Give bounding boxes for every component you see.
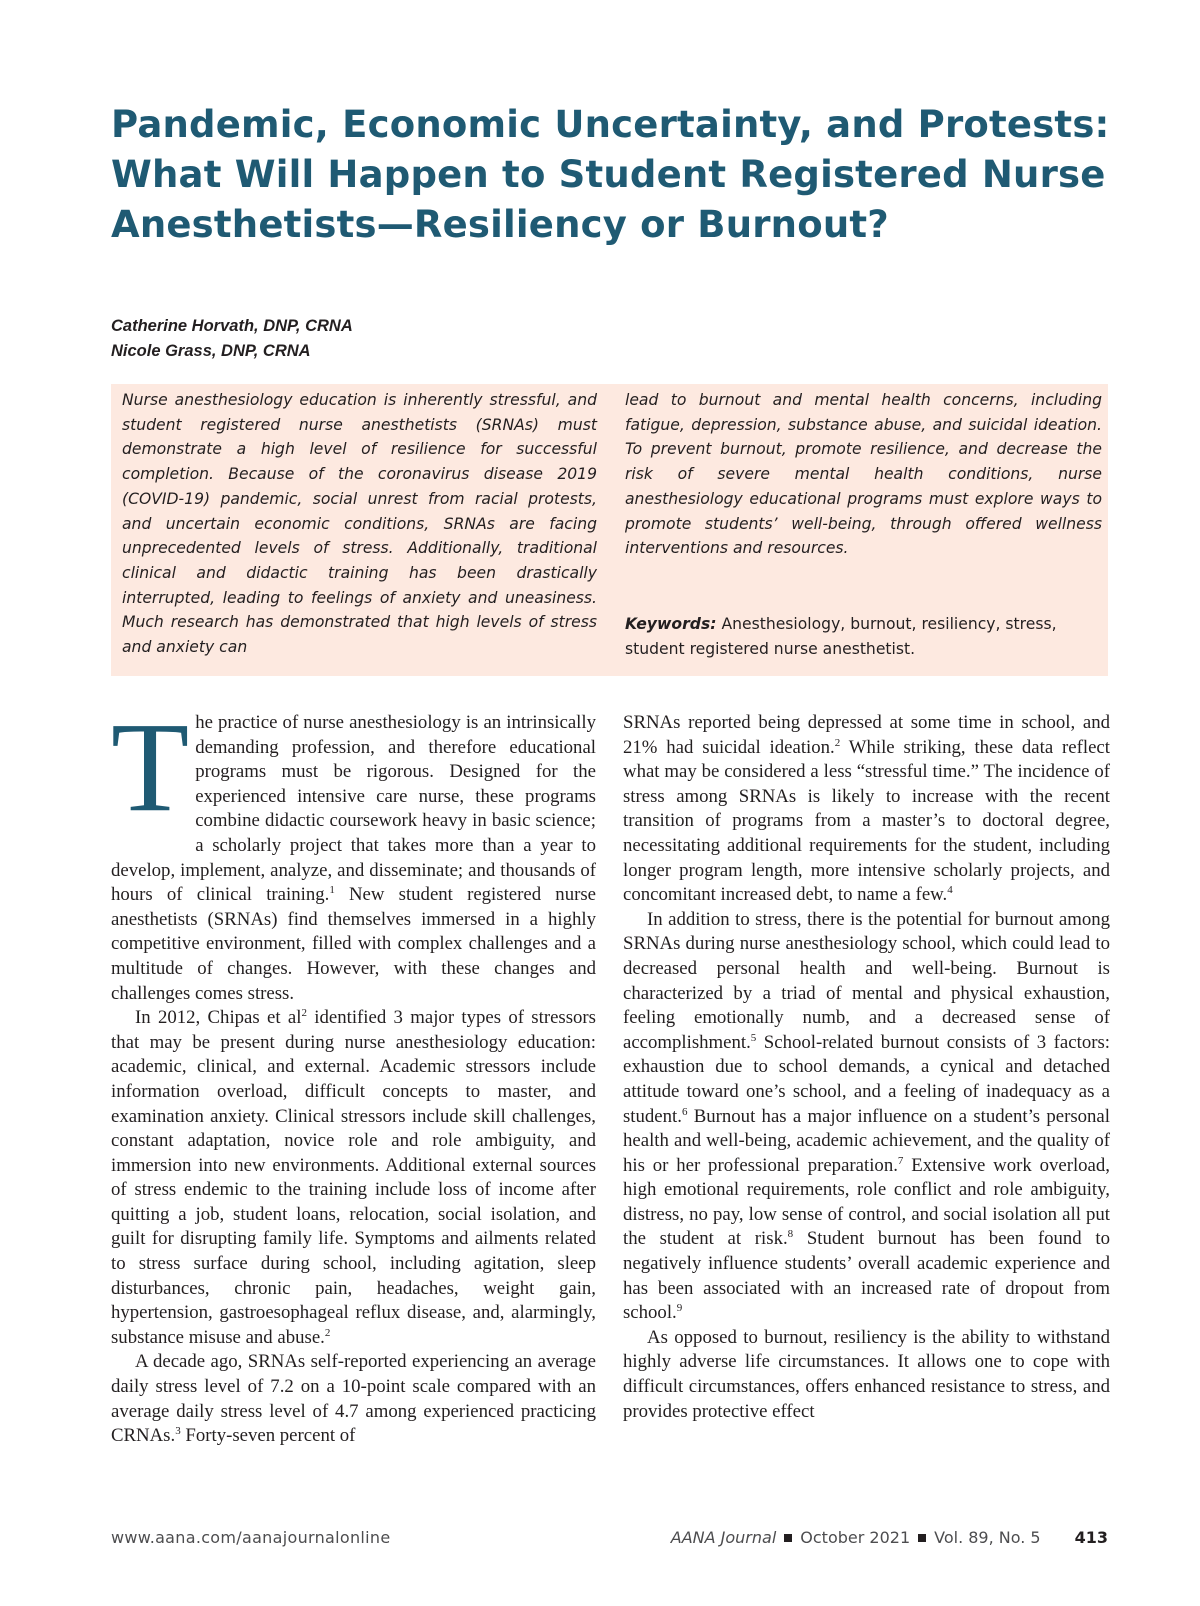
- title-line: Anesthetists—Resiliency or Burnout?: [111, 203, 889, 246]
- body-paragraph: [111, 696, 596, 1006]
- abstract-right: lead to burnout and mental health concerns, including fatigue, depression, substance abuse, and suicidal ideation. To prevent burnout, promote resilience, and decrease the risk of severe mental health conditions, nurse anesthesiology educational programs must explore ways to promote students’ well-being, through offered wellness interventions and resources.: [625, 391, 1102, 558]
- article-title: [111, 100, 1111, 250]
- citation-ref[interactable]: 8: [787, 1228, 794, 1241]
- title-line: What Will Happen to Student Registered Nurse: [111, 153, 1106, 196]
- citation-ref[interactable]: 7: [897, 1154, 904, 1167]
- citation-ref[interactable]: 4: [947, 884, 953, 897]
- citation-ref[interactable]: 2: [324, 1326, 331, 1339]
- citation-ref[interactable]: 5: [750, 1031, 757, 1044]
- citation-ref[interactable]: 6: [681, 1105, 688, 1118]
- body-paragraph: [111, 1350, 596, 1448]
- abstract-box: [111, 384, 1108, 676]
- square-bullet-icon: [784, 1534, 792, 1542]
- body-paragraph: [623, 908, 1110, 1326]
- paragraph-text: New student registered nurse anesthetists (SRNAs) find themselves immersed in a highly competitive environment, filled with complex challenges and a multitude of changes. However, with these changes and challenges comes stress.: [111, 884, 596, 1004]
- paragraph-text: Extensive work overload, high emotional requirements, role conflict and role ambiguity, distress, no pay, low sense of control, and social isolation all put the student at risk.: [623, 1154, 1110, 1250]
- paragraph-text: Forty-seven percent of: [180, 1425, 356, 1447]
- journal-url[interactable]: www.aana.com/aanajournalonline: [111, 1528, 391, 1547]
- square-bullet-icon: [918, 1534, 926, 1542]
- issue-date: October 2021: [800, 1528, 911, 1547]
- paragraph-text: he practice of nurse anesthesiology is an intrinsically demanding profession, and therefore educational programs must be rigorous. Designed for the experienced intensive care nurse, these programs combine didactic coursework heavy in basic science; a scholarly project that takes more than a year to develop, implement, analyze, and disseminate; and thousands of hours of clinical training.: [111, 712, 596, 906]
- paragraph-text: In addition to stress, there is the potential for burnout among SRNAs during nurse anesthesiology school, which could lead to decreased personal health and well-being. Burnout is characterized by a triad of mental and physical exhaustion, feeling emotionally numb, and a decreased sense of accomplishment.: [623, 908, 1110, 1053]
- paragraph-text: A decade ago, SRNAs self-reported experiencing an average daily stress level of 7.2 on a 10-point scale compared with an average daily stress level of 4.7 among experienced practicing CRNAs.: [111, 1351, 596, 1447]
- page-footer: [111, 1528, 1108, 1552]
- citation-ref[interactable]: 1: [329, 884, 335, 897]
- drop-cap: T: [111, 696, 190, 838]
- citation-ref[interactable]: 9: [676, 1302, 683, 1315]
- paragraph-text: Student burnout has been found to negatively influence students’ overall academic experience and has been associated with an increased rate of dropout from school.: [623, 1228, 1110, 1324]
- citation-ref[interactable]: 2: [834, 736, 841, 749]
- paragraph-text: In 2012, Chipas et al: [135, 1007, 302, 1029]
- author-list: [111, 314, 353, 364]
- paragraph-text: School-related burnout consists of 3 factors: exhaustion due to school demands, a cynical and detached attitude toward one’s school, and a feeling of inadequacy as a student.: [623, 1031, 1110, 1127]
- author: Nicole Grass, DNP, CRNA: [111, 342, 311, 360]
- body-paragraph: [623, 711, 1110, 908]
- paragraph-text: Burnout has a major influence on a student’s personal health and well-being, academic achievement, and the quality of his or her professional preparation.: [623, 1105, 1110, 1176]
- journal-info: [671, 1528, 1108, 1547]
- keywords-label: Keywords:: [625, 615, 717, 633]
- body-paragraph: [111, 1006, 596, 1350]
- paragraph-text: identified 3 major types of stressors that may be present during nurse anesthesiology education: academic, clinical, and external. Academic stressors include information overload, difficult concepts to master, and examination anxiety. Clinical stressors include skill challenges, constant adaptation, novice role and role ambiguity, and immersion into new environments. Additional external sources of stress endemic to the training include loss of income after quitting a job, student loans, relocation, social isolation, and guilt for disrupting family life. Symptoms and ailments related to stress surface during school, including agitation, sleep disturbances, chronic pain, headaches, weight gain, hypertension, gastroesophageal reflux disease, and, alarmingly, substance misuse and abuse.: [111, 1007, 596, 1348]
- volume-info: Vol. 89, No. 5: [934, 1528, 1041, 1547]
- keywords: [625, 612, 1102, 661]
- body-column-right: [623, 711, 1110, 1424]
- page-number: 413: [1074, 1528, 1108, 1547]
- paragraph-text: While striking, these data reflect what may be considered a less “stressful time.” The incidence of stress among SRNAs is likely to increase with the recent transition of programs from a master’s to doctoral degree, necessitating additional requirements for the student, including longer program length, more intensive scholarly projects, and concomitant increased debt, to name a few.: [623, 736, 1110, 906]
- title-line: Pandemic, Economic Uncertainty, and Protests:: [111, 103, 1110, 146]
- abstract-left: Nurse anesthesiology education is inherently stressful, and student registered nurse anesthetists (SRNAs) must demonstrate a high level of resilience for successful completion. Because of the coronavirus disease 2019 (COVID-19) pandemic, social unrest from racial protests, and uncertain economic conditions, SRNAs are facing unprecedented levels of stress. Additionally, traditional clinical and didactic training has been drastically interrupted, leading to feelings of anxiety and uneasiness. Much research has demonstrated that high levels of stress and anxiety can: [122, 391, 597, 657]
- body-paragraph: As opposed to burnout, resiliency is the ability to withstand highly adverse life circumstances. It allows one to cope with difficult circumstances, offers enhanced resistance to stress, and provides protective effect: [623, 1326, 1110, 1422]
- journal-name: AANA Journal: [670, 1528, 777, 1547]
- body-column-left: [111, 696, 596, 1449]
- citation-ref[interactable]: 2: [301, 1007, 307, 1020]
- citation-ref[interactable]: 3: [175, 1425, 181, 1438]
- keywords-text: Anesthesiology, burnout, resiliency, stress, student registered nurse anesthetist.: [625, 615, 1057, 658]
- paragraph-text: SRNAs reported being depressed at some time in school, and 21% had suicidal ideation.: [623, 712, 1110, 758]
- author: Catherine Horvath, DNP, CRNA: [111, 317, 353, 335]
